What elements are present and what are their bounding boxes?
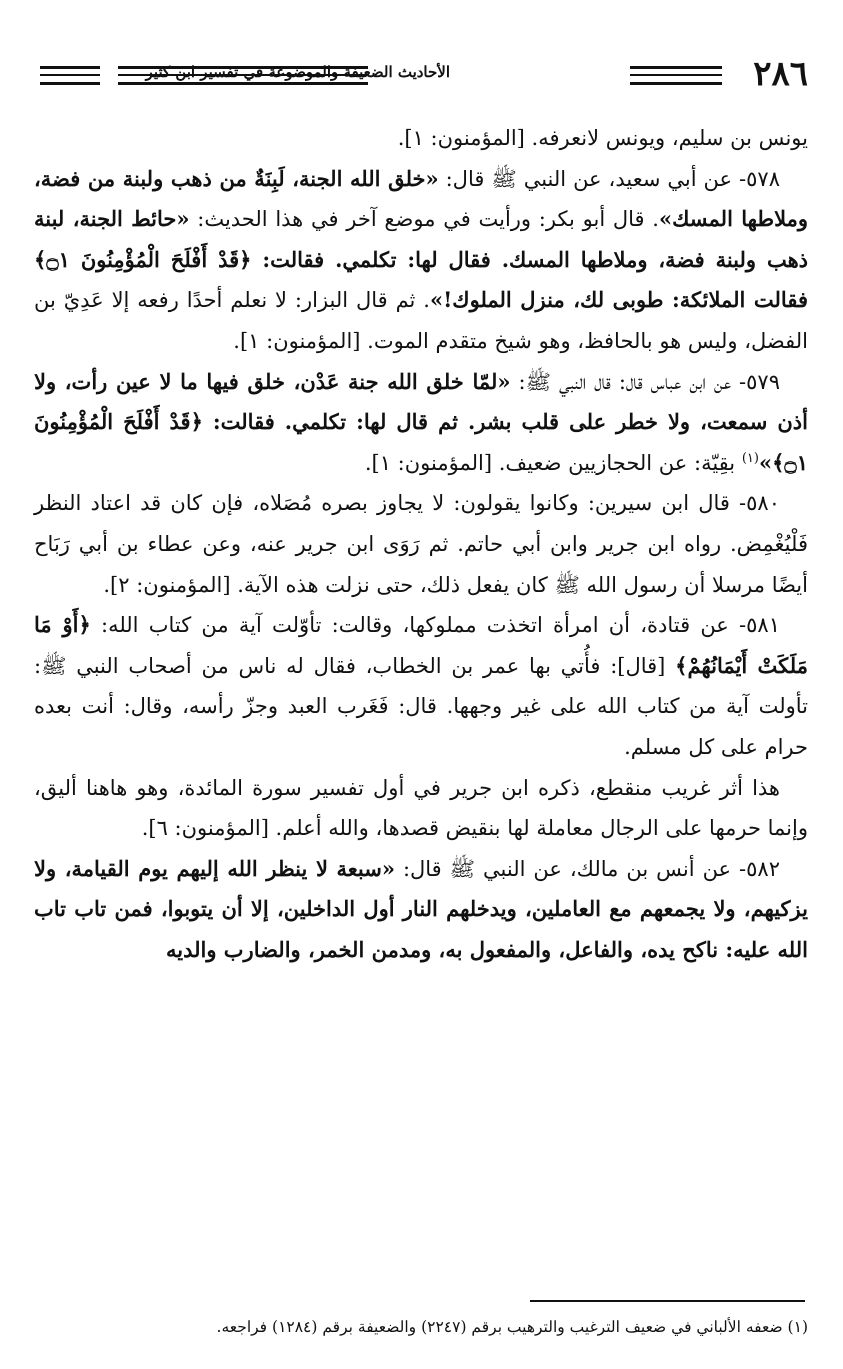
- hadith-581: ٥٨١- عن قتادة، أن امرأة اتخذت مملوكها، وقالت: تأوّلت آية من كتاب الله: ﴿أَوْ مَا مَلَكَتْ أَيْمَانُهُمْ﴾ [قال]: فأُتي بها عمر بن الخطاب، فقال له ناس من أصحاب النبي ﷺ: تأولت آية من كتاب الله على غير وجهها. قال: فَغَرب العبد وجزّ رأسه، وقال: أنت بعده حرام على كل مسلم.: [34, 612, 808, 759]
- hadith-579: ٥٧٩- عن ابن عباس قال: قال النبي ﷺ: «لمّا خلق الله جنة عَدْن، خلق فيها ما لا عين رأت، ولا أذن سمعت، ولا خطر على قلب بشر. ثم قال لها: تكلمي. فقالت: ﴿قَدْ أَفْلَحَ الْمُؤْمِنُونَ ۝١﴾»$^{(١)}$ بقِيّة: عن الحجازيين ضعيف. [المؤمنون: ١].: [34, 368, 808, 475]
- quran-quote: ﴿أَوْ مَا مَلَكَتْ أَيْمَانُهُمْ﴾: [34, 612, 808, 678]
- hadith-text: «لمّا خلق الله جنة عَدْن، خلق فيها ما لا عين رأت، ولا أذن سمعت، ولا خطر على قلب بشر. ثم قال لها: تكلمي. فقالت: ﴿قَدْ أَفْلَحَ الْمُؤْمِنُونَ ۝١﴾»: [34, 368, 808, 475]
- running-title: الأحاديث الضعيفة والموضوعة في تفسير ابن كثير: [145, 63, 450, 81]
- header-rule-left: [40, 66, 100, 85]
- footnote: (١) ضعفه الألباني في ضعيف الترغيب والترهيب برقم (٢٢٤٧) والضعيفة برقم (١٢٨٤) فراجعه.: [216, 1318, 808, 1336]
- hadith-text: «حائط الجنة، لبنة ذهب ولبنة فضة، وملاطها المسك. فقال لها: تكلمي. فقالت: ﴿قَدْ أَفْلَحَ الْمُؤْمِنُونَ ۝١﴾ فقالت الملائكة: طوبى لك، منزل الملوك!»: [34, 206, 808, 313]
- page-number: ٢٨٦: [753, 54, 808, 94]
- header-rule-middle: [118, 66, 368, 85]
- main-text: [34, 118, 808, 970]
- hadith-582: ٥٨٢- عن أنس بن مالك، عن النبي ﷺ قال: «سبعة لا ينظر الله إليهم يوم القيامة، ولا يزكيهم، ولا يجمعهم مع العاملين، ويدخلهم النار أول الداخلين، إلا أن يتوبوا، فمن تاب تاب الله عليه: ناكح يده، والفاعل، والمفعول به، ومدمن الخمر، والضارب والديه: [34, 855, 808, 962]
- hadith-text: «خلق الله الجنة، لَبِنَةٌ من ذهب ولبنة من فضة، وملاطها المسك»: [34, 165, 808, 232]
- header-rule-right: [630, 66, 722, 85]
- footnote-divider: [530, 1300, 805, 1302]
- hadith-580: ٥٨٠- قال ابن سيرين: وكانوا يقولون: لا يجاوز بصره مُصَلاه، فإن كان قد اعتاد النظر فَلْيُغْمِض. رواه ابن جرير وابن أبي حاتم. ثم رَوَى ابن جرير عنه، وعن عطاء بن أبي رَبَاح أيضًا مرسلا أن رسول الله ﷺ كان يفعل ذلك، حتى نزلت هذه الآية. [المؤمنون: ٢].: [34, 491, 808, 597]
- hadith-578: ٥٧٨- عن أبي سعيد، عن النبي ﷺ قال: «خلق الله الجنة، لَبِنَةٌ من ذهب ولبنة من فضة، وملاطها المسك». قال أبو بكر: ورأيت في موضع آخر في هذا الحديث: «حائط الجنة، لبنة ذهب ولبنة فضة، وملاطها المسك. فقال لها: تكلمي. فقالت: ﴿قَدْ أَفْلَحَ الْمُؤْمِنُونَ ۝١﴾ فقالت الملائكة: طوبى لك، منزل الملوك!». ثم قال البزار: لا نعلم أحدًا رفعه إلا عَدِيّ بن الفضل، وليس هو بالحافظ، وهو شيخ متقدم الموت. [المؤمنون: ١].: [34, 165, 808, 353]
- footnote-ref: (١): [741, 450, 759, 466]
- hadith-text: «سبعة لا ينظر الله إليهم يوم القيامة، ولا يزكيهم، ولا يجمعهم مع العاملين، ويدخلهم النار أول الداخلين، إلا أن يتوبوا، فمن تاب تاب الله عليه: ناكح يده، والفاعل، والمفعول به، ومدمن الخمر، والضارب والديه: [34, 855, 808, 962]
- commentary: هذا أثر غريب منقطع، ذكره ابن جرير في أول تفسير سورة المائدة، وهو هاهنا أليق، وإنما حرمها على الرجال معاملة لها بنقيض قصدها، والله أعلم. [المؤمنون: ٦].: [34, 775, 808, 841]
- paragraph-continuation: يونس بن سليم، ويونس لانعرفه. [المؤمنون: ١].: [397, 126, 808, 150]
- page-header: [40, 52, 808, 96]
